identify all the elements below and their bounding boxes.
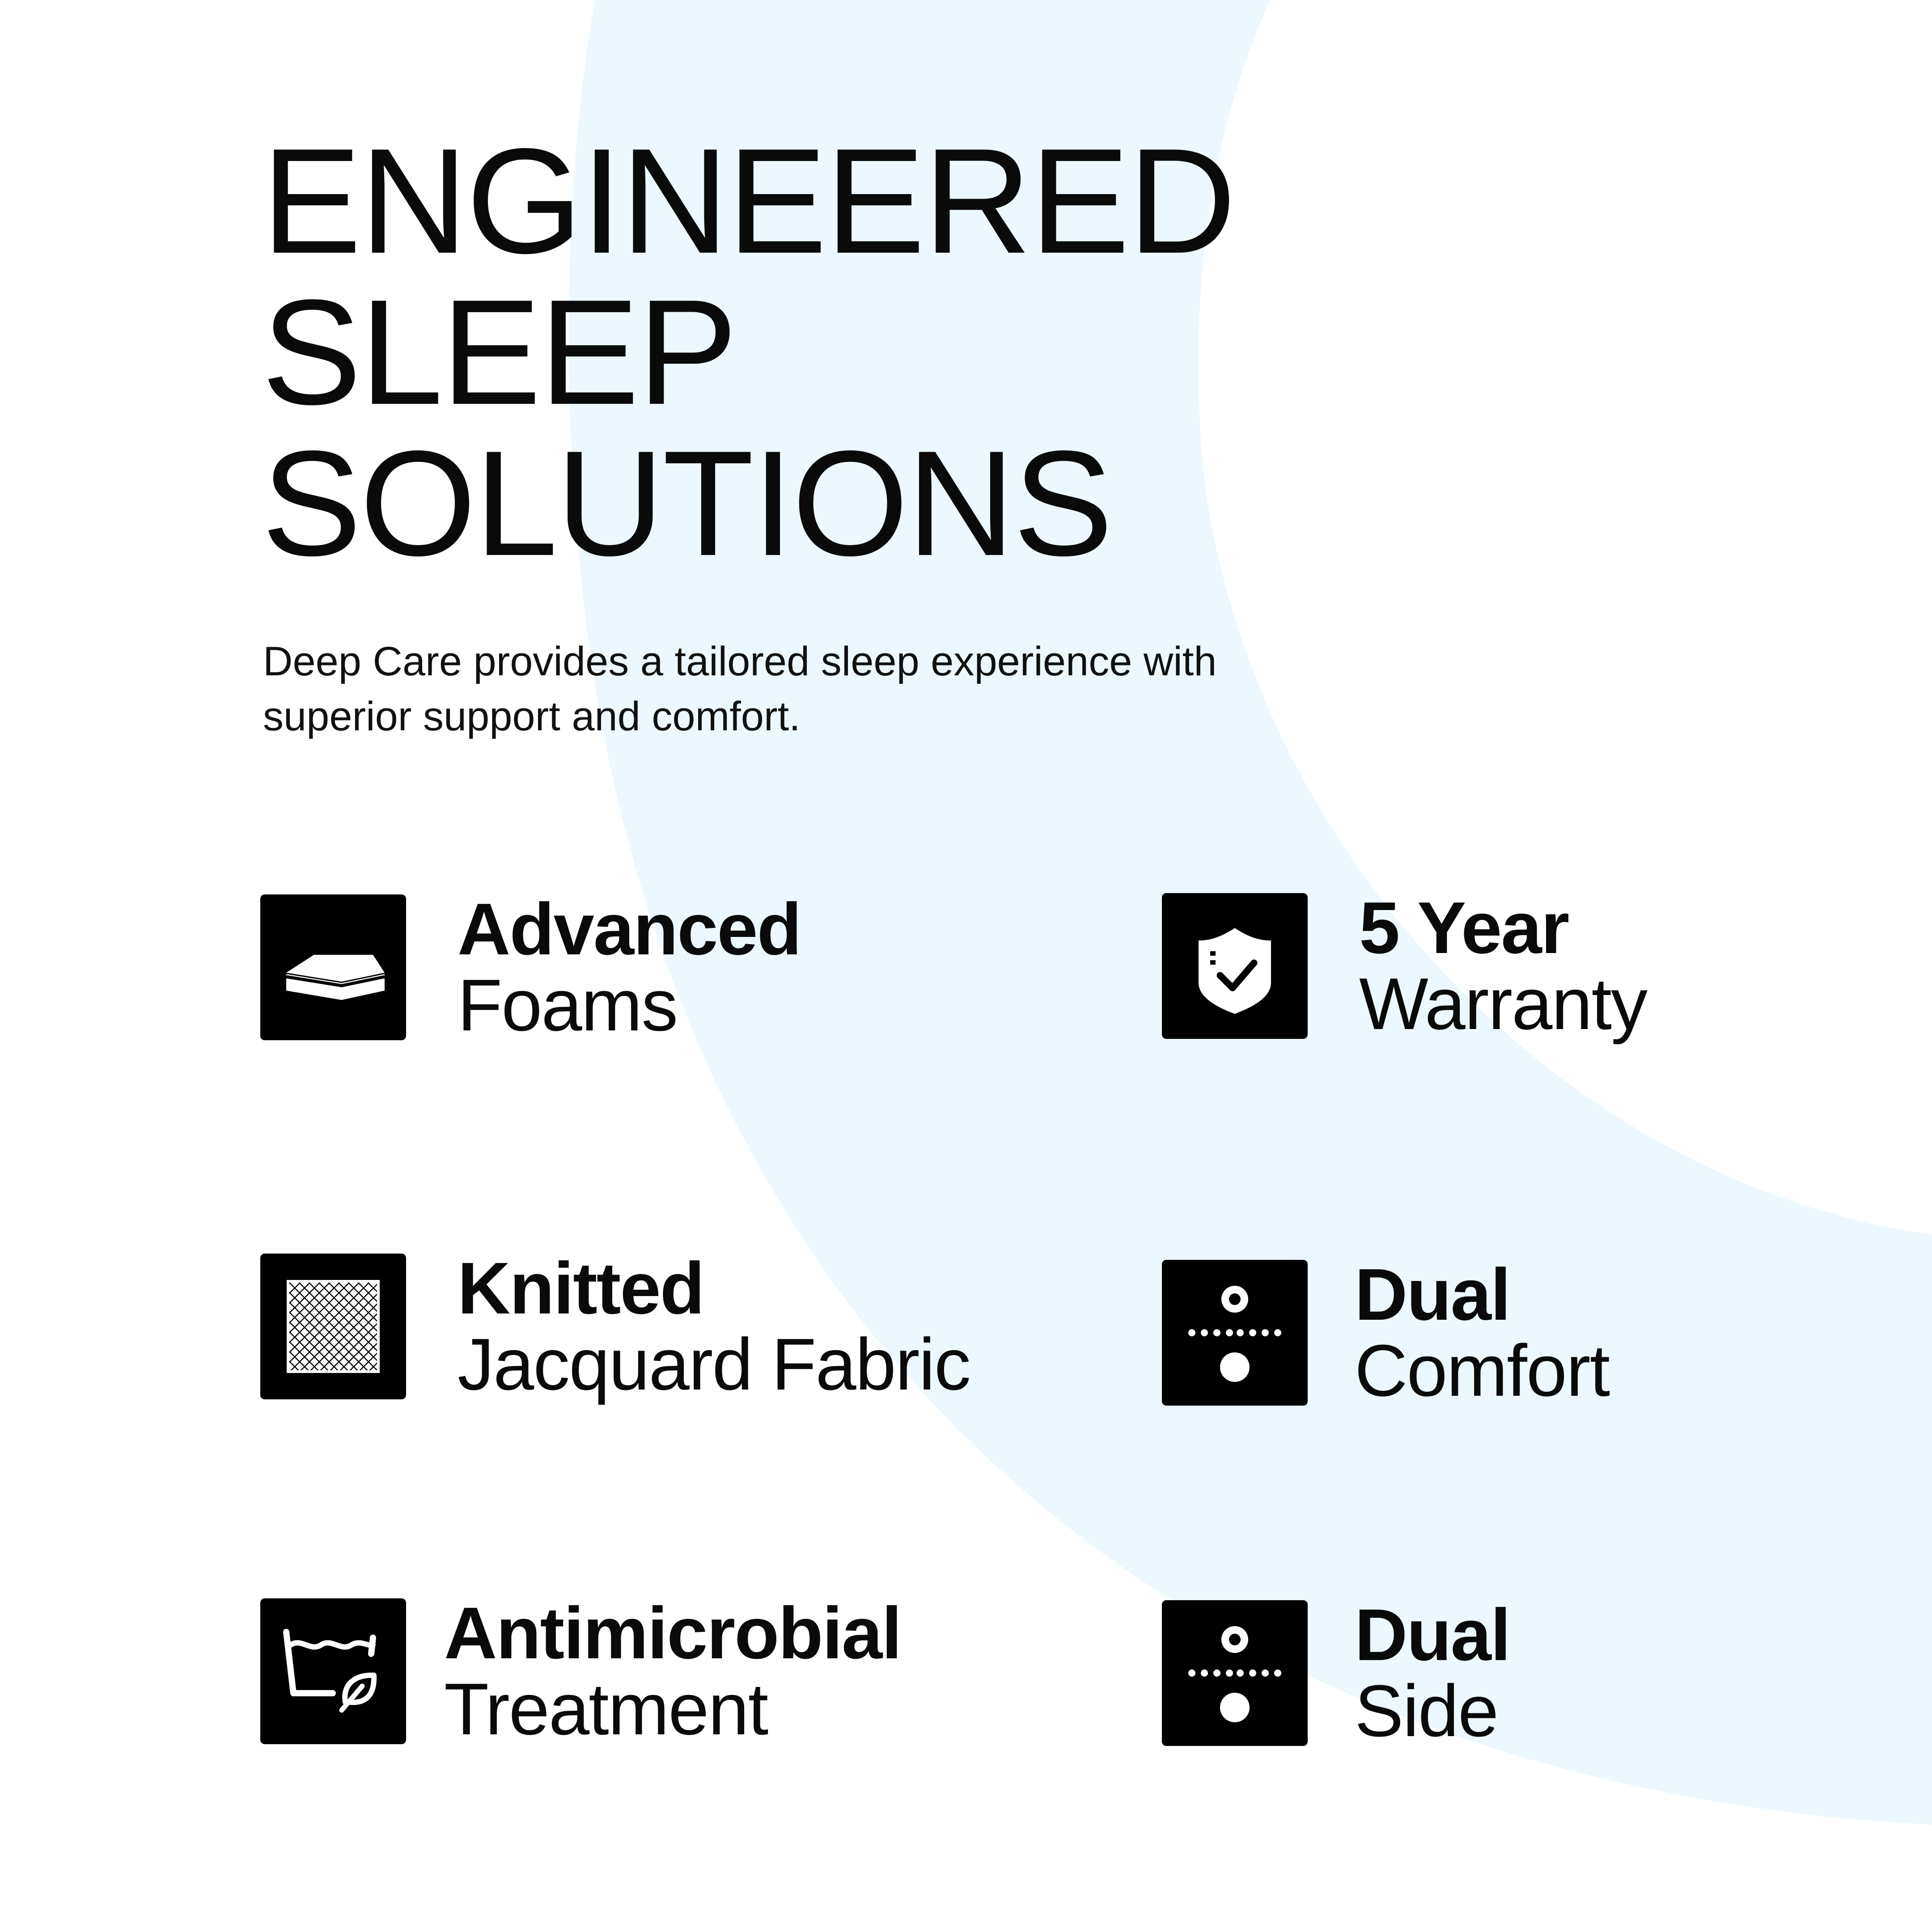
feature-subtitle: Comfort [1355,1330,1610,1411]
headline-line-1: ENGINEERED [262,117,1235,284]
feature-subtitle: Treatment [444,1668,768,1750]
feature-subtitle: Warranty [1359,963,1647,1045]
feature-advanced-foams [260,888,801,1046]
headline-line-2: SLEEP [262,268,736,436]
feature-subtitle: Side [1355,1670,1498,1752]
feature-title: Advanced [458,888,801,970]
headline-line-3: SOLUTIONS [262,419,1111,587]
feature-title: 5 Year [1359,887,1569,969]
feature-subtitle: Jacquard Fabric [458,1323,970,1405]
feature-subtitle: Foams [458,964,678,1046]
foam-layers-icon [260,894,406,1040]
washing-leaf-icon [260,1598,406,1744]
shield-check-icon [1162,893,1308,1039]
lead-paragraph: Deep Care provides a tailored sleep experience with superior support and comfort. [263,639,1217,739]
feature-knitted-fabric [260,1247,970,1405]
feature-title: Dual [1355,1594,1510,1676]
feature-dual-side [1162,1594,1510,1752]
feature-antimicrobial [260,1592,901,1750]
page-headline [262,117,1235,587]
feature-warranty [1162,887,1647,1045]
dual-comfort-icon [1162,1260,1308,1406]
feature-title: Dual [1355,1254,1510,1335]
knitted-fabric-icon [260,1254,406,1399]
feature-dual-comfort [1162,1254,1610,1411]
feature-title: Antimicrobial [444,1592,901,1674]
dual-side-icon [1162,1600,1308,1746]
feature-title: Knitted [458,1247,704,1329]
